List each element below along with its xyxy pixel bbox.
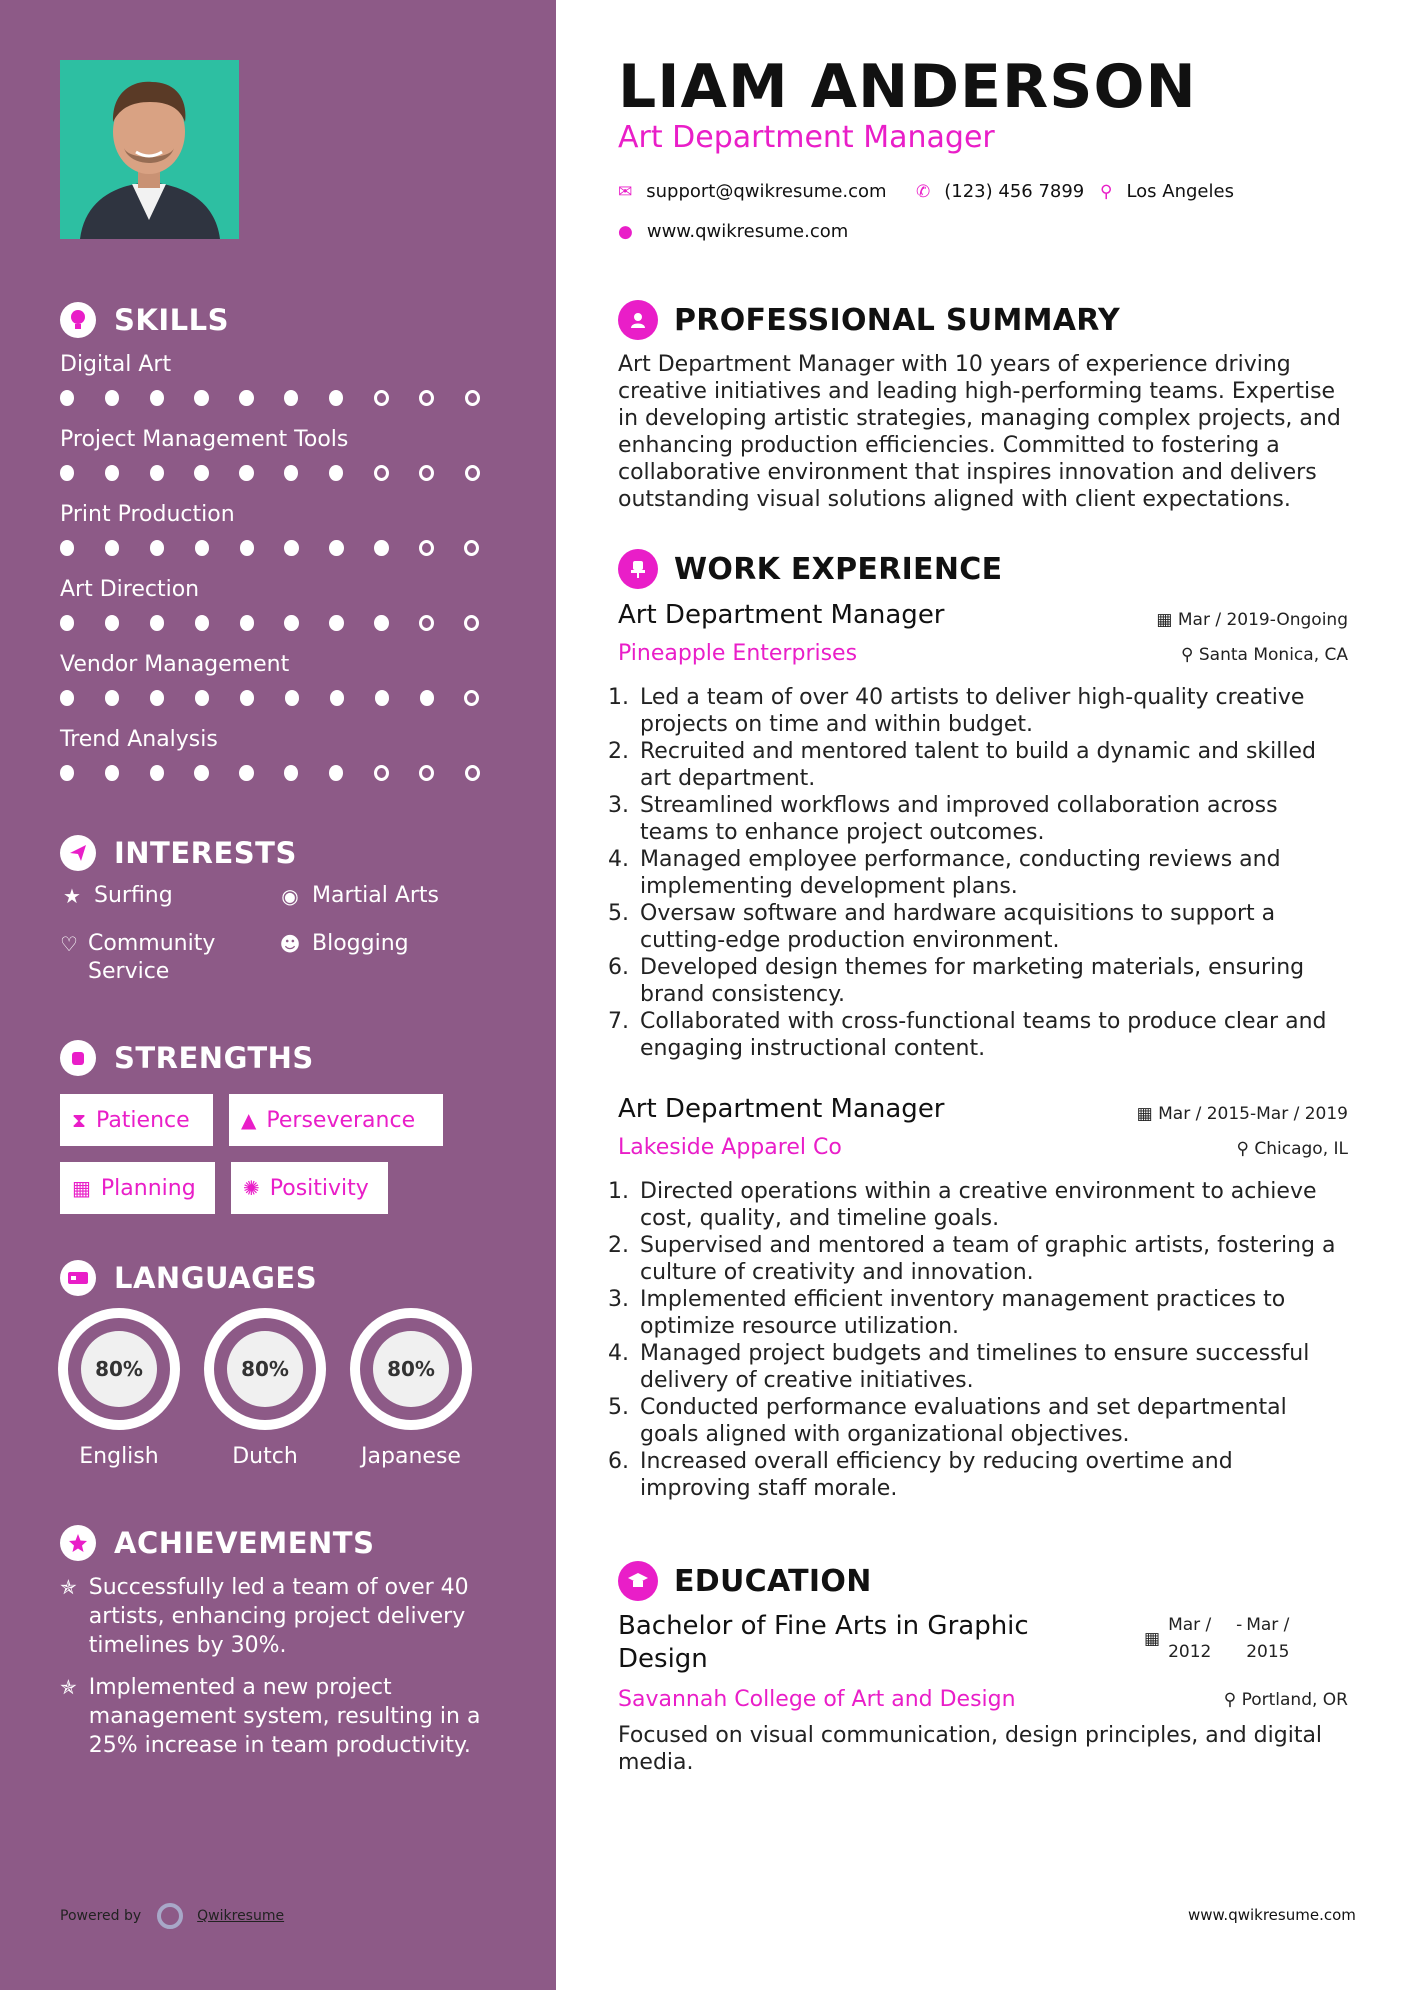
rating-dot-filled [240,690,254,706]
rating-dot-filled [194,390,208,406]
rating-dot-empty [419,390,434,406]
interests-title: INTERESTS [114,836,297,870]
summary-text: Art Department Manager with 10 years of experience driving creative initiatives and leading high-performing teams. Expertise in developing artistic strategies, managing complex projects, and enhancing production efficiencies. Committed to fostering a collaborative environment that inspires innovation and delivers outstanding visual solutions aligned with client expectations. [618,352,1341,512]
graduation-icon [618,1561,658,1601]
rating-dot-empty [465,390,480,406]
rating-dot-filled [105,390,119,406]
users-icon: ☻ [279,932,301,956]
language-ring [350,1308,472,1430]
rating-dot-filled [194,765,208,781]
location-text: Los Angeles [1126,181,1234,202]
job-bullet: 5. Conducted performance evaluations and set departmental goals aligned with organizational objectives. [636,1394,1348,1448]
rating-dot-filled [239,765,253,781]
rating-dot-filled [195,690,209,706]
job-bullet: 4. Managed project budgets and timelines to ensure successful delivery of creative initiatives. [636,1340,1348,1394]
job-location-text: Chicago, IL [1254,1139,1348,1159]
rating-dot-filled [150,690,164,706]
interest-item [278,882,439,910]
strengths-heading [60,1040,314,1076]
rating-dot-filled [60,540,74,556]
job-date [1156,610,1348,630]
rating-dot-filled [105,540,119,556]
fist-icon [60,1040,96,1076]
calendar-icon: ▦ [1156,610,1178,630]
rating-dot-filled [329,615,343,631]
skill-rating [60,390,510,406]
job-bullet: 6. Increased overall efficiency by reducing overtime and improving staff morale. [636,1448,1348,1502]
skills-title: SKILLS [114,303,229,337]
rating-dot-filled [284,465,298,481]
skill-name: Vendor Management [60,652,290,677]
rating-dot-empty [374,465,389,481]
rating-dot-filled [240,615,254,631]
interest-label: Community Service [88,931,216,984]
job-bullet: 5. Oversaw software and hardware acquisitions to support a cutting-edge production environment. [636,900,1348,954]
rating-dot-empty [465,465,480,481]
strength-badge [229,1094,443,1146]
skill-item [60,652,510,706]
road-icon: ▲ [241,1108,257,1132]
skill-item [60,427,510,481]
job-bullet: 2. Supervised and mentored a team of graphic artists, fostering a culture of creativity and innovation. [636,1232,1348,1286]
rating-dot-filled [60,615,74,631]
job-bullet: 1. Directed operations within a creative environment to achieve cost, quality, and timeline goals. [636,1178,1348,1232]
rating-dot-filled [329,390,343,406]
website-text: www.qwikresume.com [646,221,849,242]
degree-title: Bachelor of Fine Arts in Graphic Design [618,1611,1029,1674]
phone-contact[interactable] [916,181,1084,202]
skill-name: Print Production [60,502,235,527]
skill-item [60,502,510,556]
rating-dot-empty [464,540,479,556]
chair-icon [618,549,658,589]
rating-dot-filled [60,690,74,706]
rating-dot-empty [419,615,434,631]
rating-dot-empty [419,465,434,481]
rating-dot-empty [419,540,434,556]
rating-dot-filled [150,465,164,481]
interest-label: Martial Arts [312,883,440,908]
calendar-icon: ▦ [1136,1104,1159,1124]
rating-dot-filled [284,765,298,781]
strength-badge [60,1162,215,1214]
pin-icon: ⚲ [1223,1690,1242,1710]
language-ring [58,1308,180,1430]
achievement-text: Successfully led a team of over 40 artists, enhancing project delivery timelines by 30%. [88,1575,469,1658]
pin-icon: ⚲ [1236,1139,1255,1159]
rating-dot-filled [240,540,254,556]
envelope-icon: ✉ [618,181,633,202]
location-contact [1100,181,1234,202]
rating-dot-filled [374,615,388,631]
calendar-icon: ▦ [72,1176,91,1200]
skill-rating [60,615,510,631]
user-icon [618,300,658,340]
languages-title: LANGUAGES [114,1261,318,1295]
rating-dot-filled [420,690,434,706]
job-bullet: 2. Recruited and mentored talent to build a dynamic and skilled art department. [636,738,1348,792]
language-level: 80% [373,1331,449,1407]
rating-dot-filled [150,390,164,406]
achievements-title: ACHIEVEMENTS [114,1526,375,1560]
education-heading [618,1561,872,1601]
rating-dot-empty [419,765,434,781]
achievements-heading [60,1525,374,1561]
strength-badge [231,1162,388,1214]
powered-by-label: Powered by [60,1908,142,1924]
education-dates [1144,1612,1310,1666]
job-bullet: 1. Led a team of over 40 artists to deliver high-quality creative projects on time and within budget. [636,684,1348,738]
sun-icon: ✺ [243,1176,260,1200]
rating-dot-empty [464,690,479,706]
rating-dot-filled [150,765,164,781]
skill-item [60,352,510,406]
skill-name: Art Direction [60,577,200,602]
language-name: English [79,1444,159,1469]
language-ring [204,1308,326,1430]
education-end: Mar / 2015 [1246,1615,1290,1662]
experience-title: WORK EXPERIENCE [674,551,1003,587]
rating-dot-empty [464,615,479,631]
candidate-role: Art Department Manager [618,120,995,155]
website-contact[interactable] [618,221,848,242]
paper-plane-icon [60,835,96,871]
footer-url[interactable]: www.qwikresume.com [1188,1906,1356,1924]
job-location-text: Santa Monica, CA [1198,645,1348,665]
qwikresume-link[interactable]: Qwikresume [197,1908,285,1924]
language-item [350,1308,472,1469]
email-contact[interactable] [618,181,887,202]
rating-dot-filled [60,390,74,406]
education-start: Mar / 2012 [1168,1615,1212,1662]
rating-dot-filled [150,615,164,631]
summary-heading [618,300,1120,340]
rating-dot-empty [374,390,389,406]
rating-dot-filled [239,390,253,406]
email-text: support@qwikresume.com [646,181,887,202]
skill-rating [60,690,510,706]
job-bullets [618,1178,1348,1502]
date-separator: - [1236,1615,1243,1635]
map-pin-icon: ⚲ [1100,181,1113,202]
lightbulb-icon [60,302,96,338]
qwikresume-logo-icon [157,1903,183,1929]
rating-dot-filled [330,690,344,706]
rating-dot-filled [105,690,119,706]
rating-dot-filled [195,615,209,631]
language-level: 80% [81,1331,157,1407]
interest-label: Surfing [94,883,173,908]
rating-dot-filled [195,540,209,556]
interest-label: Blogging [312,931,409,956]
interest-item [60,930,250,986]
job-bullets [618,684,1348,1062]
rating-dot-filled [374,540,388,556]
rating-dot-filled [105,615,119,631]
globe-icon: ● [618,221,633,242]
skill-name: Digital Art [60,352,172,377]
interests-heading [60,835,297,871]
job-date-text: Mar / 2019-Ongoing [1177,610,1348,630]
hourglass-icon: ⧗ [72,1108,87,1132]
rating-dot-filled [329,765,343,781]
powered-by [60,1903,284,1929]
star-icon: ★ [63,884,81,908]
rating-dot-empty [374,765,389,781]
education-title: EDUCATION [674,1563,872,1599]
skill-item [60,577,510,631]
job-title: Art Department Manager [618,600,945,630]
rating-dot-filled [285,690,299,706]
rating-dot-filled [284,390,298,406]
achievement-item [60,1573,500,1660]
language-name: Japanese [361,1444,461,1469]
rating-dot-filled [284,540,298,556]
interest-item [60,882,173,910]
school-name: Savannah College of Art and Design [618,1687,1016,1712]
summary-title: PROFESSIONAL SUMMARY [674,302,1121,338]
strengths-title: STRENGTHS [114,1041,314,1075]
job-bullet: 3. Streamlined workflows and improved collaboration across teams to enhance project outcomes. [636,792,1348,846]
job-bullet: 4. Managed employee performance, conducting reviews and implementing development plans. [636,846,1348,900]
language-item [204,1308,326,1469]
job-bullet: 3. Implemented efficient inventory management practices to optimize resource utilization. [636,1286,1348,1340]
globe-icon: ◉ [281,884,299,908]
sidebar [0,0,556,1990]
rating-dot-filled [329,540,343,556]
hand-icon: ♡ [60,932,78,956]
skill-rating [60,540,510,556]
strength-label: Planning [100,1175,196,1201]
skill-name: Trend Analysis [60,727,218,752]
star-icon: ✯ [60,1575,77,1599]
phone-icon: ✆ [916,181,931,202]
rating-dot-filled [105,765,119,781]
rating-dot-filled [105,465,119,481]
job-bullet: 7. Collaborated with cross-functional teams to produce clear and engaging instructional content. [636,1008,1348,1062]
job-date-text: Mar / 2015-Mar / 2019 [1158,1104,1348,1124]
rating-dot-filled [284,615,298,631]
interest-item [278,930,409,958]
calendar-icon: ▦ [1144,1629,1161,1649]
rating-dot-filled [375,690,389,706]
strength-badge [60,1094,213,1146]
rating-dot-filled [60,465,74,481]
job-title: Art Department Manager [618,1094,945,1124]
skill-rating [60,765,510,781]
experience-heading [618,549,1002,589]
languages-heading [60,1260,317,1296]
job-location [1181,645,1348,665]
skill-rating [60,465,510,481]
star-icon: ✯ [60,1675,77,1699]
strength-label: Patience [96,1107,190,1133]
education-description: Focused on visual communication, design principles, and digital media. [618,1723,1323,1775]
achievement-item [60,1673,500,1760]
rating-dot-filled [150,540,164,556]
company-name: Pineapple Enterprises [618,641,858,666]
achievement-text: Implemented a new project management system, resulting in a 25% increase in team productivity. [88,1675,481,1758]
rating-dot-filled [60,765,74,781]
skill-name: Project Management Tools [60,427,349,452]
language-item [58,1308,180,1469]
rating-dot-filled [194,465,208,481]
school-location [1224,1690,1348,1710]
skill-item [60,727,510,781]
job-location [1237,1139,1348,1159]
rating-dot-empty [465,765,480,781]
profile-photo [60,60,239,239]
pin-icon: ⚲ [1181,645,1199,665]
phone-text: (123) 456 7899 [944,181,1085,202]
rating-dot-filled [239,465,253,481]
job-bullet: 6. Developed design themes for marketing materials, ensuring brand consistency. [636,954,1348,1008]
language-icon [60,1260,96,1296]
job-date [1137,1104,1348,1124]
strength-label: Perseverance [266,1107,416,1133]
rating-dot-filled [329,465,343,481]
strength-label: Positivity [269,1175,369,1201]
skills-heading [60,302,229,338]
star-badge-icon [60,1525,96,1561]
candidate-name: LIAM ANDERSON [618,52,1197,122]
language-name: Dutch [232,1444,298,1469]
school-location-text: Portland, OR [1241,1690,1348,1710]
language-level: 80% [227,1331,303,1407]
company-name: Lakeside Apparel Co [618,1135,842,1160]
